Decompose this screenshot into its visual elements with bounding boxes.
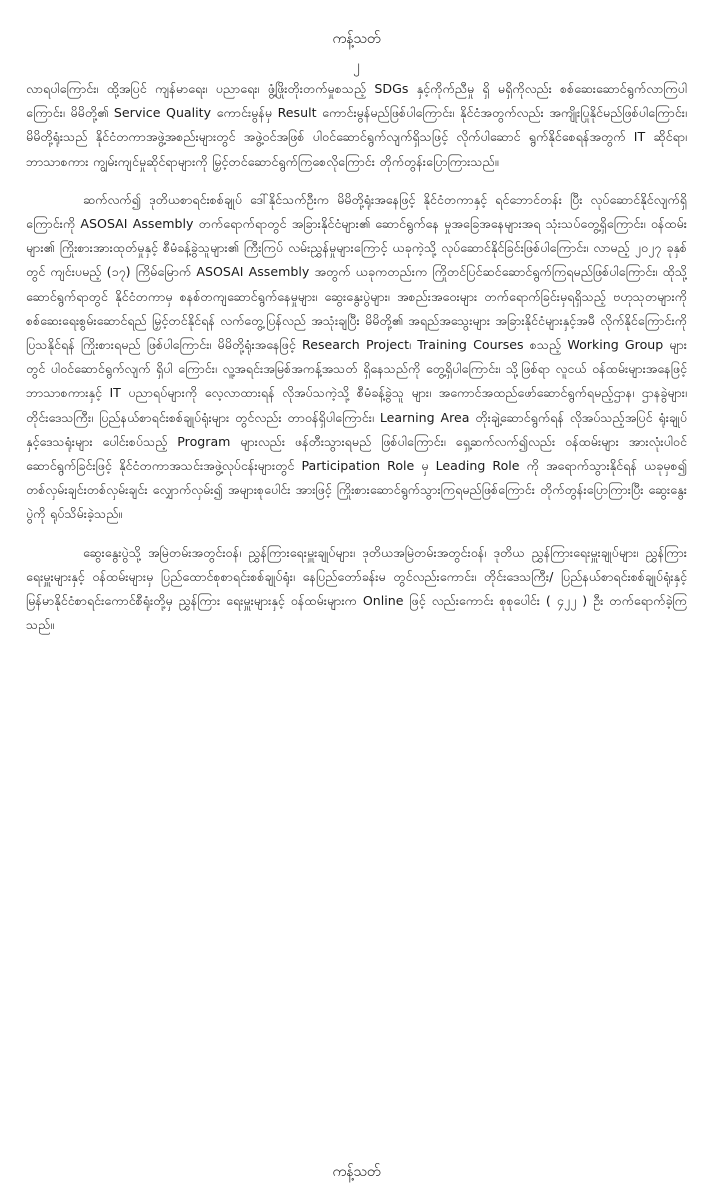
page-number: ၂ <box>353 58 360 74</box>
classification-header: ကန့်သတ် <box>332 31 381 47</box>
paragraph-continuation: လာရပါကြောင်း၊ ထို့အပြင် ကျန်မာရေး၊ ပညာရေး၊ ဖွံ့ဖြိုးတိုးတက်မှုစသည့် SDGs နှင့်ကိုက်ညီမှု ရှိ မရှိကိုလည်း စစ်ဆေးဆောင်ရွက်လာကြပါကြောင်း၊ မိမိတို့၏ Service Quality ကောင်းမွန်မှ Result ကောင်းမွန်မည်ဖြစ်ပါကြောင်း၊ နိုင်ငံအတွက်လည်း အကျိုးပြုနိုင်မည်ဖြစ်ပါကြောင်း၊ မိမိတို့ရုံးသည် နိုင်ငံတကာအဖွဲ့အစည်းများတွင် အဖွဲ့ဝင်အဖြစ် ပါဝင်ဆောင်ရွက်လျက်ရှိသဖြင့် လိုက်ပါဆောင် ရွက်နိုင်စေရန်အတွက် IT ဆိုင်ရာ၊ ဘာသာစကား ကျွမ်းကျင်မှုဆိုင်ရာများကို မြှင့်တင်ဆောင်ရွက်ကြစေလိုကြောင်း တိုက်တွန်းပြောကြားသည်။ <box>26 81 687 169</box>
paragraph-deputy-remarks: ဆက်လက်၍ ဒုတိယစာရင်းစစ်ချုပ် ဒေါ်နိုင်သက်ဦးက မိမိတို့ရုံးအနေဖြင့် နိုင်ငံတကာနှင့် ရင်ဘောင်တန်း ပြီး လုပ်ဆောင်နိုင်လျက်ရှိကြောင်းကို ASOSAI Assembly တက်ရောက်ရာတွင် အခြားနိုင်ငံများ၏ ဆောင်ရွက်နေ မှုအခြေအနေများအရ သုံးသပ်တွေ့ရှိကြောင်း၊ ဝန်ထမ်းများ၏ ကြိုးစားအားထုတ်မှုနှင့် စီမံခန့်ခွဲသူများ၏ ကြီးကြပ် လမ်းညွှန်မှုများကြောင့် ယခုကဲ့သို့ လုပ်ဆောင်နိုင်ခြင်းဖြစ်ပါကြောင်း၊ လာမည့် ၂၀၂၇ ခုနှစ်တွင် ကျင်းပမည့် (၁၇) ကြိမ်မြောက် ASOSAI Assembly အတွက် ယခုကတည်းက ကြိုတင်ပြင်ဆင်ဆောင်ရွက်ကြရမည်ဖြစ်ပါကြောင်း၊ ထိုသို့ ဆောင်ရွက်ရာတွင် နိုင်ငံတကာမှ စနစ်တကျဆောင်ရွက်နေမှုများ၊ ဆွေးနွေးပွဲများ၊ အစည်းအဝေးများ တက်ရောက်ခြင်းမှရရှိသည့် ဗဟုသုတများကို စစ်ဆေးရေးစွမ်းဆောင်ရည် မြှင့်တင်နိုင်ရန် လက်တွေ့ပြန်လည် အသုံးချပြီး မိမိတို့၏ အရည်အသွေးများ အခြားနိုင်ငံများနှင့်အမီ လိုက်နိုင်ကြောင်းကို ပြသနိုင်ရန် ကြိုးစားရမည် ဖြစ်ပါကြောင်း၊ မိမိတို့ရုံးအနေဖြင့် Research Project၊ Training Courses စသည့် Working Group များတွင် ပါဝင်ဆောင်ရွက်လျက် ရှိပါ ကြောင်း၊ လူ့အရင်းအမြစ်အကန့်အသတ် ရှိနေသည်ကို တွေ့ရှိပါကြောင်း၊ သို့ဖြစ်ရာ လူငယ် ဝန်ထမ်းများအနေဖြင့် ဘာသာစကားနှင့် IT ပညာရပ်များကို လေ့လာထားရန် လိုအပ်သကဲ့သို့ စီမံခန့်ခွဲသူ များ၊ အကောင်အထည်ဖော်ဆောင်ရွက်ရမည့်ဌာန၊ ဌာနခွဲများ၊ တိုင်းဒေသကြီး၊ ပြည်နယ်စာရင်းစစ်ချုပ်ရုံးများ တွင်လည်း တာဝန်ရှိပါကြောင်း၊ Learning Area တိုးချဲ့ဆောင်ရွက်ရန် လိုအပ်သည့်အပြင် ရုံးချုပ်နှင့်ဒေသရုံးများ ပေါင်းစပ်သည့် Program များလည်း ဖန်တီးသွားရမည် ဖြစ်ပါကြောင်း၊ ရှေ့ဆက်လက်၍လည်း ဝန်ထမ်းများ အားလုံးပါဝင်ဆောင်ရွက်ခြင်းဖြင့် နိုင်ငံတကာအသင်းအဖွဲ့လုပ်ငန်းများတွင် Participation Role မှ Leading Role ကို အရောက်သွားနိုင်ရန် ယခုမှစ၍ တစ်လှမ်းချင်းတစ်လှမ်းချင်း လျှောက်လှမ်း၍ အများစုပေါင်း အားဖြင့် ကြိုးစားဆောင်ရွက်သွားကြရမည်ဖြစ်ကြောင်း တိုက်တွန်းပြောကြားပြီး ဆွေးနွေးပွဲကို ရုပ်သိမ်းခဲ့သည်။ <box>26 191 687 522</box>
paragraph-attendance: ဆွေးနွေးပွဲသို့ အမြဲတမ်းအတွင်းဝန်၊ ညွှန်ကြားရေးမှူးချုပ်များ၊ ဒုတိယအမြဲတမ်းအတွင်းဝန်၊ ဒုတိယ ညွှန်ကြားရေးမှူးချုပ်များ၊ ညွှန်ကြားရေးမှူးများနှင့် ဝန်ထမ်းများမှ ပြည်ထောင်စုစာရင်းစစ်ချုပ်ရုံး၊ နေပြည်တော်ခန်းမ တွင်လည်းကောင်း၊ တိုင်းဒေသကြီး/ ပြည်နယ်စာရင်းစစ်ချုပ်ရုံးနှင့် မြန်မာနိုင်ငံစာရင်းကောင်စီရုံးတို့မှ ညွှန်ကြား ရေးမှူးများနှင့် ဝန်ထမ်းများက Online ဖြင့် လည်းကောင်း စုစုပေါင်း ( ၄၂၂ ) ဦး တက်ရောက်ခဲ့ကြသည်။ <box>26 544 687 633</box>
document-body <box>26 77 687 637</box>
classification-footer: ကန့်သတ် <box>332 1164 381 1180</box>
